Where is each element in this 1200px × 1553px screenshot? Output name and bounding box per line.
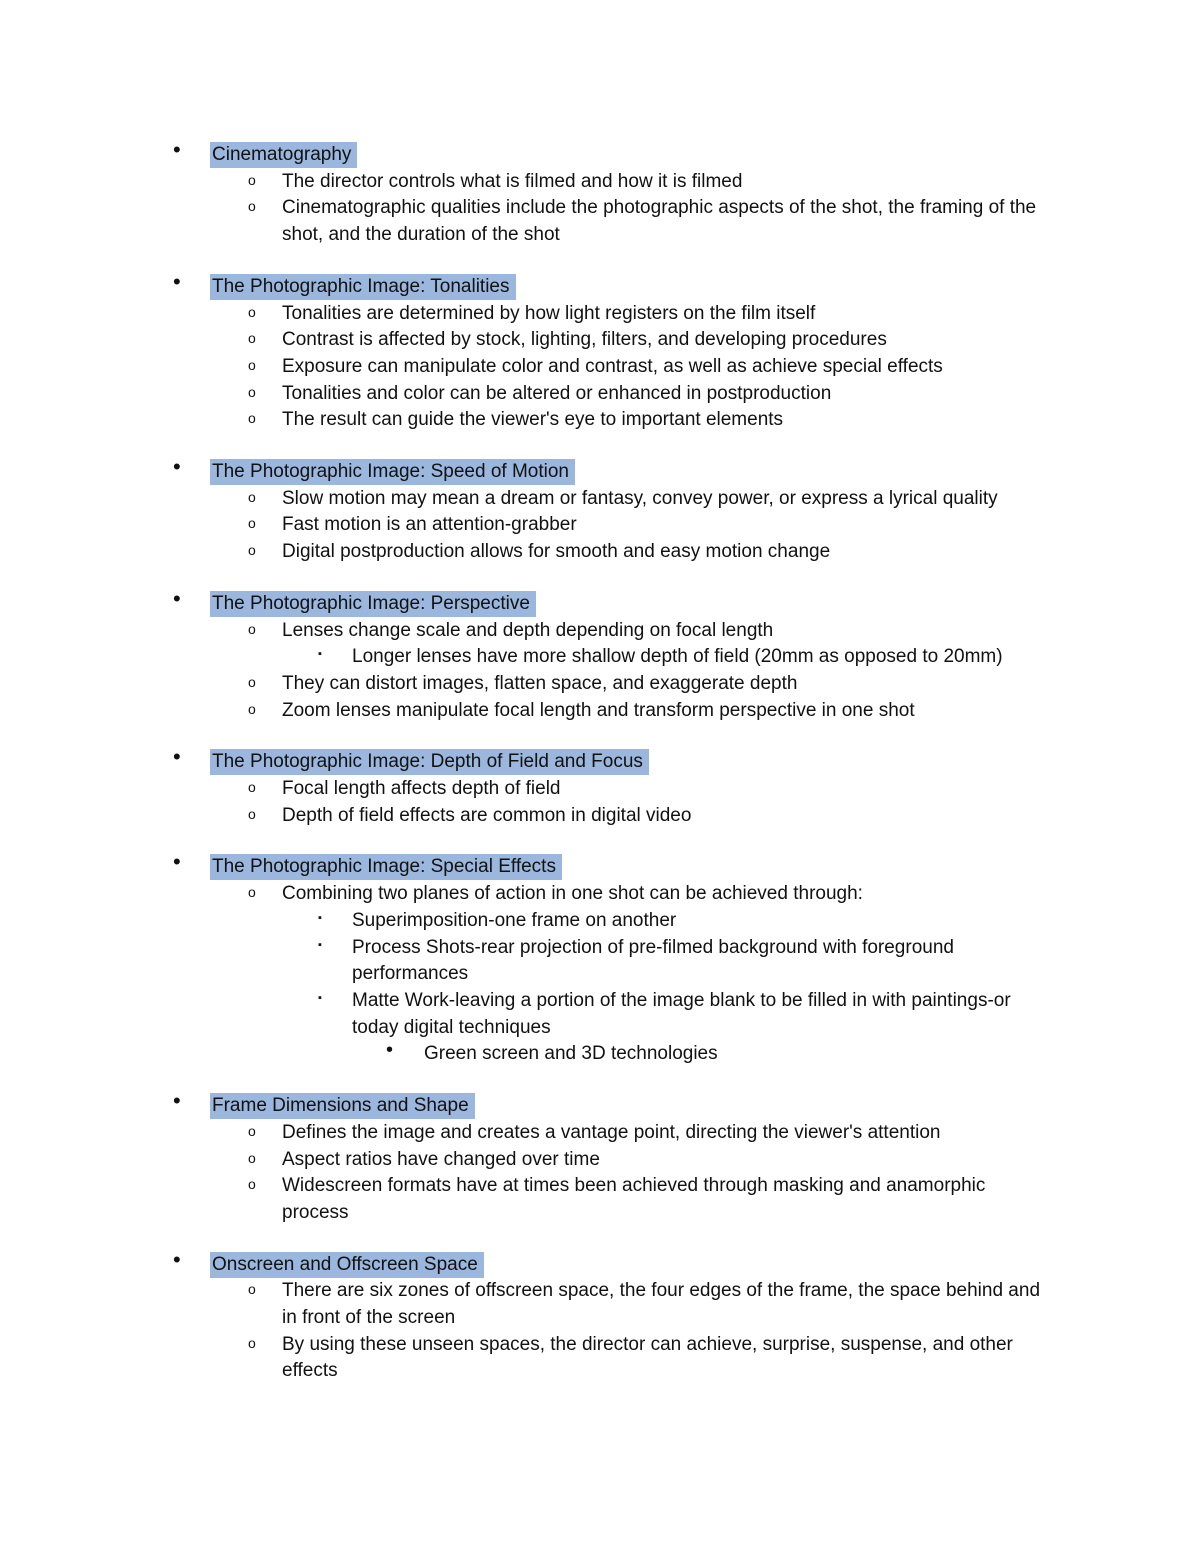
bullet-text: Green screen and 3D technologies: [424, 1043, 718, 1065]
bullet-text: The director controls what is filmed and how it is filmed: [282, 170, 743, 192]
bullet-marker: •: [173, 744, 181, 770]
bullet-marker: •: [173, 454, 181, 480]
bullet-text: Process Shots-rear projection of pre-filmed background with foreground performances: [352, 936, 954, 985]
bullet-text: Exposure can manipulate color and contrast, as well as achieve special effects: [282, 355, 943, 377]
bullet-text: They can distort images, flatten space, and exaggerate depth: [282, 672, 798, 694]
bullet-marker: o: [248, 1122, 256, 1139]
sub-sub-bullet-item: [0, 1041, 1064, 1068]
bullet-marker: o: [248, 383, 256, 400]
bullet-marker: o: [248, 1176, 256, 1193]
section-title: Cinematography: [210, 142, 357, 168]
sub-bullet-item: [0, 988, 1057, 1041]
bullet-marker: o: [248, 700, 256, 717]
outline-section: [0, 585, 1200, 725]
bullet-text: Matte Work-leaving a portion of the image blank to be filled in with paintings-or today digital techniques: [352, 989, 1011, 1038]
bullet-text: Fast motion is an attention-grabber: [282, 514, 577, 536]
bullet-text: Contrast is affected by stock, lighting, filters, and developing procedures: [282, 329, 887, 351]
bullet-marker: o: [248, 1334, 256, 1351]
bullet-item: [0, 671, 1052, 698]
section-heading: [0, 1088, 1072, 1120]
section-title: The Photographic Image: Tonalities: [210, 274, 516, 300]
bullet-marker: o: [248, 884, 256, 901]
bullet-marker: ▪: [318, 938, 322, 951]
bullet-item: [0, 512, 1052, 539]
bullet-text: Superimposition-one frame on another: [352, 909, 677, 931]
bullet-text: There are six zones of offscreen space, the four edges of the frame, the space behind and in front of the screen: [282, 1280, 1041, 1329]
bullet-item: [0, 381, 1052, 408]
bullet-item: [0, 881, 1052, 908]
bullet-marker: o: [248, 198, 256, 215]
bullet-marker: o: [248, 330, 256, 347]
bullet-text: Lenses change scale and depth depending on focal length: [282, 619, 774, 641]
bullet-item: [0, 1278, 1052, 1331]
bullet-marker: •: [173, 1246, 181, 1272]
bullet-marker: o: [248, 542, 256, 559]
outline-section: [0, 1088, 1200, 1227]
bullet-marker: o: [248, 673, 256, 690]
bullet-marker: •: [173, 849, 181, 875]
sub-bullet-item: [0, 935, 1057, 988]
bullet-marker: o: [248, 805, 256, 822]
section-heading: [0, 585, 1072, 618]
bullet-item: [0, 539, 1052, 566]
bullet-text: Tonalities and color can be altered or enhanced in postproduction: [282, 382, 832, 404]
section-title: Frame Dimensions and Shape: [210, 1093, 475, 1119]
bullet-marker: o: [248, 303, 256, 320]
section-title: The Photographic Image: Special Effects: [210, 854, 562, 880]
bullet-item: [0, 195, 1052, 248]
bullet-item: [0, 486, 1052, 513]
bullet-item: [0, 776, 1052, 803]
bullet-text: Zoom lenses manipulate focal length and transform perspective in one shot: [282, 699, 915, 721]
bullet-item: [0, 1120, 1052, 1147]
bullet-marker: o: [248, 1149, 256, 1166]
bullet-text: Slow motion may mean a dream or fantasy, convey power, or express a lyrical quality: [282, 487, 998, 509]
bullet-item: [0, 618, 1052, 645]
bullet-text: Digital postproduction allows for smooth and easy motion change: [282, 541, 831, 563]
bullet-marker: •: [386, 1039, 394, 1062]
section-heading: [0, 1246, 1072, 1279]
bullet-item: [0, 803, 1052, 830]
section-heading: [0, 454, 1072, 486]
outline-section: [0, 268, 1200, 434]
outline-section: [0, 454, 1200, 566]
section-heading: [0, 137, 1072, 169]
bullet-text: Defines the image and creates a vantage point, directing the viewer's attention: [282, 1121, 941, 1143]
bullet-marker: o: [248, 410, 256, 427]
sub-bullet-item: [0, 644, 1057, 671]
bullet-marker: o: [248, 1281, 256, 1298]
outline-section: [0, 744, 1200, 829]
outline-section: [0, 849, 1200, 1068]
bullet-item: [0, 327, 1052, 354]
bullet-text: Aspect ratios have changed over time: [282, 1148, 600, 1170]
outline-list: [0, 137, 1200, 1410]
bullet-text: The result can guide the viewer's eye to important elements: [282, 409, 784, 431]
section-title: Onscreen and Offscreen Space: [210, 1252, 484, 1278]
bullet-marker: o: [248, 356, 256, 373]
bullet-item: [0, 407, 1052, 434]
bullet-marker: •: [173, 1088, 181, 1114]
bullet-text: Longer lenses have more shallow depth of field (20mm as opposed to 20mm): [352, 646, 1003, 668]
section-heading: [0, 744, 1072, 776]
bullet-marker: ▪: [318, 991, 322, 1004]
bullet-item: [0, 169, 1052, 196]
outline-section: [0, 137, 1200, 249]
outline-section: [0, 1246, 1200, 1386]
section-title: The Photographic Image: Depth of Field and Focus: [210, 749, 649, 775]
section-title: The Photographic Image: Perspective: [210, 591, 536, 617]
bullet-text: Cinematographic qualities include the photographic aspects of the shot, the framing of the shot, and the duration of the shot: [282, 197, 1037, 246]
bullet-marker: •: [173, 268, 181, 294]
bullet-marker: ▪: [318, 911, 322, 924]
bullet-marker: o: [248, 515, 256, 532]
bullet-marker: o: [248, 488, 256, 505]
bullet-marker: o: [248, 171, 256, 188]
sub-bullet-item: [0, 908, 1057, 935]
section-heading: [0, 849, 1072, 881]
section-heading: [0, 268, 1072, 301]
bullet-text: Focal length affects depth of field: [282, 778, 561, 800]
bullet-text: Combining two planes of action in one shot can be achieved through:: [282, 883, 863, 905]
bullet-item: [0, 1173, 1052, 1226]
bullet-item: [0, 1332, 1052, 1385]
bullet-marker: o: [248, 620, 256, 637]
bullet-item: [0, 698, 1052, 725]
bullet-text: Tonalities are determined by how light registers on the film itself: [282, 302, 816, 324]
section-title: The Photographic Image: Speed of Motion: [210, 459, 575, 485]
bullet-marker: •: [173, 585, 181, 611]
bullet-text: By using these unseen spaces, the director can achieve, surprise, suspense, and other effects: [282, 1333, 1013, 1382]
bullet-marker: ▪: [318, 648, 322, 661]
bullet-text: Widescreen formats have at times been achieved through masking and anamorphic process: [282, 1175, 986, 1223]
bullet-marker: •: [173, 137, 181, 162]
bullet-marker: o: [248, 779, 256, 796]
bullet-item: [0, 354, 1052, 381]
bullet-item: [0, 301, 1052, 328]
bullet-text: Depth of field effects are common in digital video: [282, 804, 692, 826]
bullet-item: [0, 1147, 1052, 1174]
